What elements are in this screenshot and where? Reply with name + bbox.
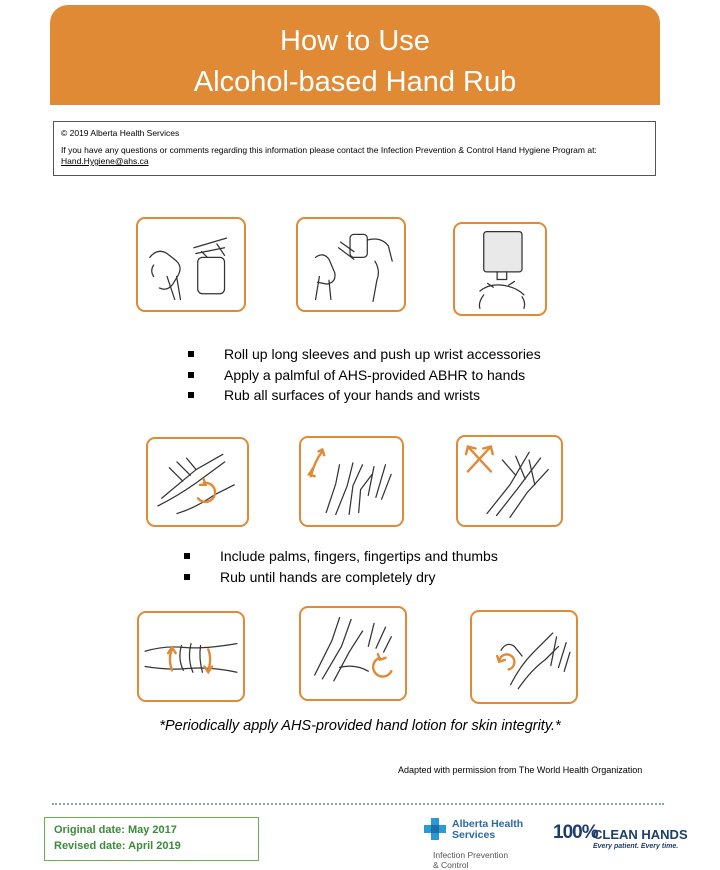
email-link[interactable]: Hand.Hygiene@ahs.ca [61, 156, 149, 166]
footer-divider [52, 803, 664, 805]
date-box [44, 817, 259, 861]
palm-rub-icon [146, 437, 249, 527]
clean-hands-number: 100% [553, 822, 598, 843]
ahs-name: Alberta Health Services [452, 818, 524, 841]
bullet-icon [188, 351, 194, 357]
ahs-logo [422, 816, 542, 868]
bullet-icon [188, 372, 194, 378]
interlocked-fingers-icon [137, 611, 245, 702]
attribution-text: Adapted with permission from The World Health Organization [398, 765, 643, 775]
instructions-list-1 [188, 344, 541, 406]
title-banner [50, 5, 660, 105]
bullet-icon [184, 553, 190, 559]
back-of-hand-rub-icon [299, 436, 404, 527]
clean-hands-tagline: Every patient. Every time. [593, 843, 679, 850]
bullet-icon [184, 574, 190, 580]
original-date: Original date: May 2017 [54, 824, 177, 836]
fingertip-rub-icon [470, 610, 578, 704]
list-item: Apply a palmful of AHS-provided ABHR to hands [188, 365, 541, 386]
list-item: Rub until hands are completely dry [184, 567, 498, 588]
interlaced-fingers-icon [456, 435, 563, 527]
page-title-line1: How to Use [280, 25, 430, 57]
instructions-list-2 [184, 546, 498, 587]
copyright-text: © 2019 Alberta Health Services [61, 128, 180, 138]
list-item: Rub all surfaces of your hands and wrists [188, 385, 541, 406]
revised-date: Revised date: April 2019 [54, 840, 181, 852]
list-item: Include palms, fingers, fingertips and thumbs [184, 546, 498, 567]
bullet-icon [188, 392, 194, 398]
lotion-note: *Periodically apply AHS-provided hand lotion for skin integrity.* [159, 718, 561, 734]
page-title-line2: Alcohol-based Hand Rub [193, 66, 517, 98]
contact-text: If you have any questions or comments regarding this information please contact the Infection Prevention & Control Hand Hygiene Program at: [61, 145, 597, 155]
list-item: Roll up long sleeves and push up wrist accessories [188, 344, 541, 365]
ahs-cross-icon [424, 818, 446, 840]
info-box [53, 121, 656, 176]
clean-hands-text: CLEAN HANDS [593, 827, 688, 842]
dispenser-icon [453, 222, 547, 316]
sleeve-roll-icon [136, 217, 246, 312]
clean-hands-logo [553, 818, 688, 858]
ahs-subtitle: Infection Prevention & Control [433, 850, 509, 870]
thumb-rub-icon [299, 606, 407, 701]
pump-bottle-icon [296, 217, 406, 312]
